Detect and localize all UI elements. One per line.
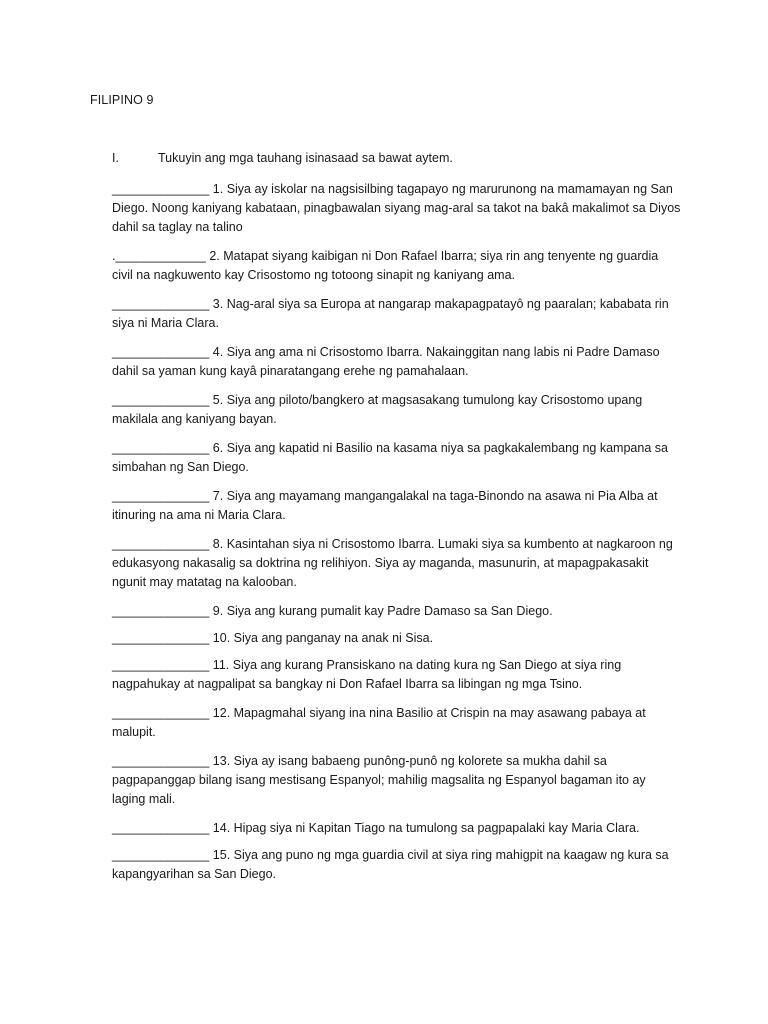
section-instruction: Tukuyin ang mga tauhang isinasaad sa bawat aytem. bbox=[158, 151, 453, 165]
document-title: FILIPINO 9 bbox=[90, 93, 154, 107]
question-item-10: ______________ 10. Siya ang panganay na anak ni Sisa. bbox=[112, 631, 434, 645]
question-item-14: ______________ 14. Hipag siya ni Kapitan Tiago na tumulong sa pagpapalaki kay Maria Clara. bbox=[112, 821, 640, 835]
question-item-12: ______________ 12. Mapagmahal siyang ina nina Basilio at Crispin na may asawang pabaya at malupit. bbox=[112, 706, 646, 739]
question-item-5: ______________ 5. Siya ang piloto/bangkero at magsasakang tumulong kay Crisostomo upang makilala ang kaniyang bayan. bbox=[112, 393, 643, 426]
section-number: I. bbox=[112, 151, 119, 165]
question-item-1: ______________ 1. Siya ay iskolar na nagsisilbing tagapayo ng marurunong na mamamayan ng San Diego. Noong kaniyang kabataan, pinagbawalan siyang mag-aral sa takot na bakâ makalimot sa Diyos dahil sa taglay na talino bbox=[112, 182, 681, 234]
section-heading bbox=[112, 151, 682, 165]
question-item-13: ______________ 13. Siya ay isang babaeng punông-punô ng kolorete sa mukha dahil sa pagpapanggap bilang isang mestisang Espanyol; mahilig magsalita ng Espanyol bagaman ito ay laging mali. bbox=[112, 754, 646, 806]
question-item-4: ______________ 4. Siya ang ama ni Crisostomo Ibarra. Nakainggitan nang labis ni Padre Damaso dahil sa yaman kung kayâ pinaratangang erehe ng pamahalaan. bbox=[112, 345, 660, 378]
question-item-3: ______________ 3. Nag-aral siya sa Europa at nangarap makapagpatayô ng paaralan; kababata rin siya ni Maria Clara. bbox=[112, 297, 669, 330]
question-item-11: ______________ 11. Siya ang kurang Pransiskano na dating kura ng San Diego at siya ring nagpahukay at nagpalipat sa bangkay ni Don Rafael Ibarra sa libingan ng mga Tsino. bbox=[112, 658, 622, 691]
question-item-7: ______________ 7. Siya ang mayamang mangangalakal na taga-Binondo na asawa ni Pia Alba at itinuring na ama ni Maria Clara. bbox=[112, 489, 658, 522]
question-item-9: ______________ 9. Siya ang kurang pumalit kay Padre Damaso sa San Diego. bbox=[112, 604, 553, 618]
question-item-8: ______________ 8. Kasintahan siya ni Crisostomo Ibarra. Lumaki siya sa kumbento at nagkaroon ng edukasyong nakasalig sa doktrina ng relihiyon. Siya ay maganda, masunurin, at mapagpakasakit ngunit may matatag na kalooban. bbox=[112, 537, 673, 589]
question-list bbox=[112, 180, 682, 894]
question-item-2: ._____________ 2. Matapat siyang kaibigan ni Don Rafael Ibarra; siya rin ang tenyente ng guardia civil na nagkuwento kay Crisostomo ng totoong sinapit ng kaniyang ama. bbox=[112, 249, 659, 282]
question-item-6: ______________ 6. Siya ang kapatid ni Basilio na kasama niya sa pagkakalembang ng kampana sa simbahan ng San Diego. bbox=[112, 441, 668, 474]
question-item-15: ______________ 15. Siya ang puno ng mga guardia civil at siya ring mahigpit na kaagaw ng kura sa kapangyarihan sa San Diego. bbox=[112, 848, 669, 881]
